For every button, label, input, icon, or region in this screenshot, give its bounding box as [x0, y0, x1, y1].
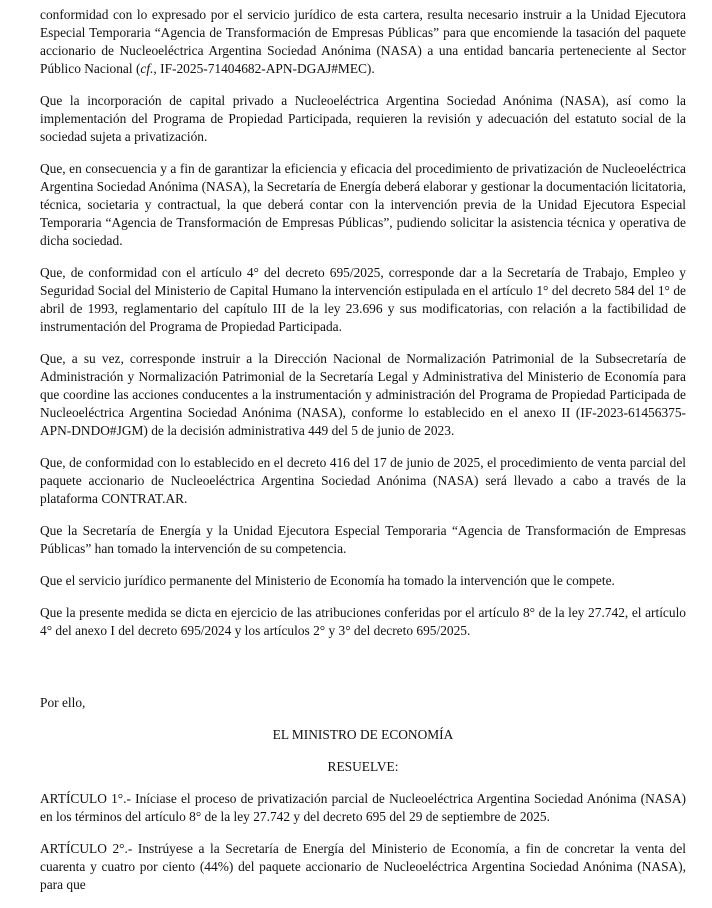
spacer: [40, 654, 686, 694]
authority-heading: EL MINISTRO DE ECONOMÍA: [272, 727, 454, 742]
paragraph-considerando-2: Que la incorporación de capital privado a Nucleoeléctrica Argentina Sociedad Anónima (NASA), así como la implementación del Programa de Propiedad Participada, requieren la revisión y adecuación del estatuto social de la sociedad sujeta a privatización.: [40, 93, 686, 144]
paragraph-considerando-6: Que, de conformidad con lo establecido en el decreto 416 del 17 de junio de 2025, el procedimiento de venta parcial del paquete accionario de Nucleoeléctrica Argentina Sociedad Anónima (NASA) será llevado a cabo a través de la plataforma CONTRAT.AR.: [40, 455, 686, 506]
paragraph-text: conformidad con lo expresado por el servicio jurídico de esta cartera, resulta necesario instruir a la Unidad Ejecutora Especial Temporaria “Agencia de Transformación de Empresas Públicas” para que encomiende la tasación del paquete accionario de Nucleoeléctrica Argentina Sociedad Anónima (NASA) a una entidad bancaria perteneciente al Sector Público Nacional (: [40, 7, 686, 76]
paragraph-text: , IF-2025-71404682-APN-DGAJ#MEC).: [153, 61, 375, 76]
paragraph-considerando-1: [40, 6, 686, 78]
article-2: ARTÍCULO 2°.- Instrúyese a la Secretaría de Energía del Ministerio de Economía, a fin de concretar la venta del cuarenta y cuatro por ciento (44%) del paquete accionario de Nucleoeléctrica Argentina Sociedad Anónima (NASA), para que: [40, 841, 686, 892]
paragraph-considerando-7: Que la Secretaría de Energía y la Unidad Ejecutora Especial Temporaria “Agencia de Transformación de Empresas Públicas” han tomado la intervención de su competencia.: [40, 523, 686, 556]
document-page: [40, 6, 686, 908]
paragraph-considerando-8: Que el servicio jurídico permanente del Ministerio de Economía ha tomado la intervención que le compete.: [40, 573, 615, 588]
paragraph-considerando-9: Que la presente medida se dicta en ejercicio de las atribuciones conferidas por el artículo 8° de la ley 27.742, el artículo 4° del anexo I del decreto 695/2024 y los artículos 2° y 3° del decreto 695/2025.: [40, 605, 686, 638]
paragraph-considerando-3: Que, en consecuencia y a fin de garantizar la eficiencia y eficacia del procedimiento de privatización de Nucleoeléctrica Argentina Sociedad Anónima (NASA), la Secretaría de Energía deberá elaborar y gestionar la documentación licitatoria, técnica, societaria y contractual, la que deberá contar con la intervención previa de la Unidad Ejecutora Especial Temporaria “Agencia de Transformación de Empresas Públicas”, pudiendo solicitar la asistencia técnica y operativa de dicha sociedad.: [40, 161, 686, 248]
paragraph-considerando-4: Que, de conformidad con el artículo 4° del decreto 695/2025, corresponde dar a la Secretaría de Trabajo, Empleo y Seguridad Social del Ministerio de Capital Humano la intervención estipulada en el artículo 1° del decreto 584 del 1° de abril de 1993, reglamentario del capítulo III de la ley 23.696 y sus modificatorias, con relación a la factibilidad de instrumentación del Programa de Propiedad Participada.: [40, 265, 686, 334]
citation-abbrev: cf.: [140, 61, 154, 76]
por-ello-text: Por ello,: [40, 695, 86, 710]
paragraph-considerando-5: Que, a su vez, corresponde instruir a la Dirección Nacional de Normalización Patrimonial de la Subsecretaría de Administración y Normalización Patrimonial de la Secretaría Legal y Administrativa del Ministerio de Economía para que coordine las acciones conducentes a la instrumentación y administración del Programa de Propiedad Participada de Nucleoeléctrica Argentina Sociedad Anónima (NASA), conforme lo establecido en el anexo II (IF-2023-61456375-APN-DNDO#JGM) de la decisión administrativa 449 del 5 de junio de 2023.: [40, 351, 686, 438]
resuelve-heading: RESUELVE:: [327, 759, 399, 774]
article-1: ARTÍCULO 1°.- Iníciase el proceso de privatización parcial de Nucleoeléctrica Argentina Sociedad Anónima (NASA) en los términos del artículo 8° de la ley 27.742 y del decreto 695 del 29 de septiembre de 2025.: [40, 791, 686, 824]
